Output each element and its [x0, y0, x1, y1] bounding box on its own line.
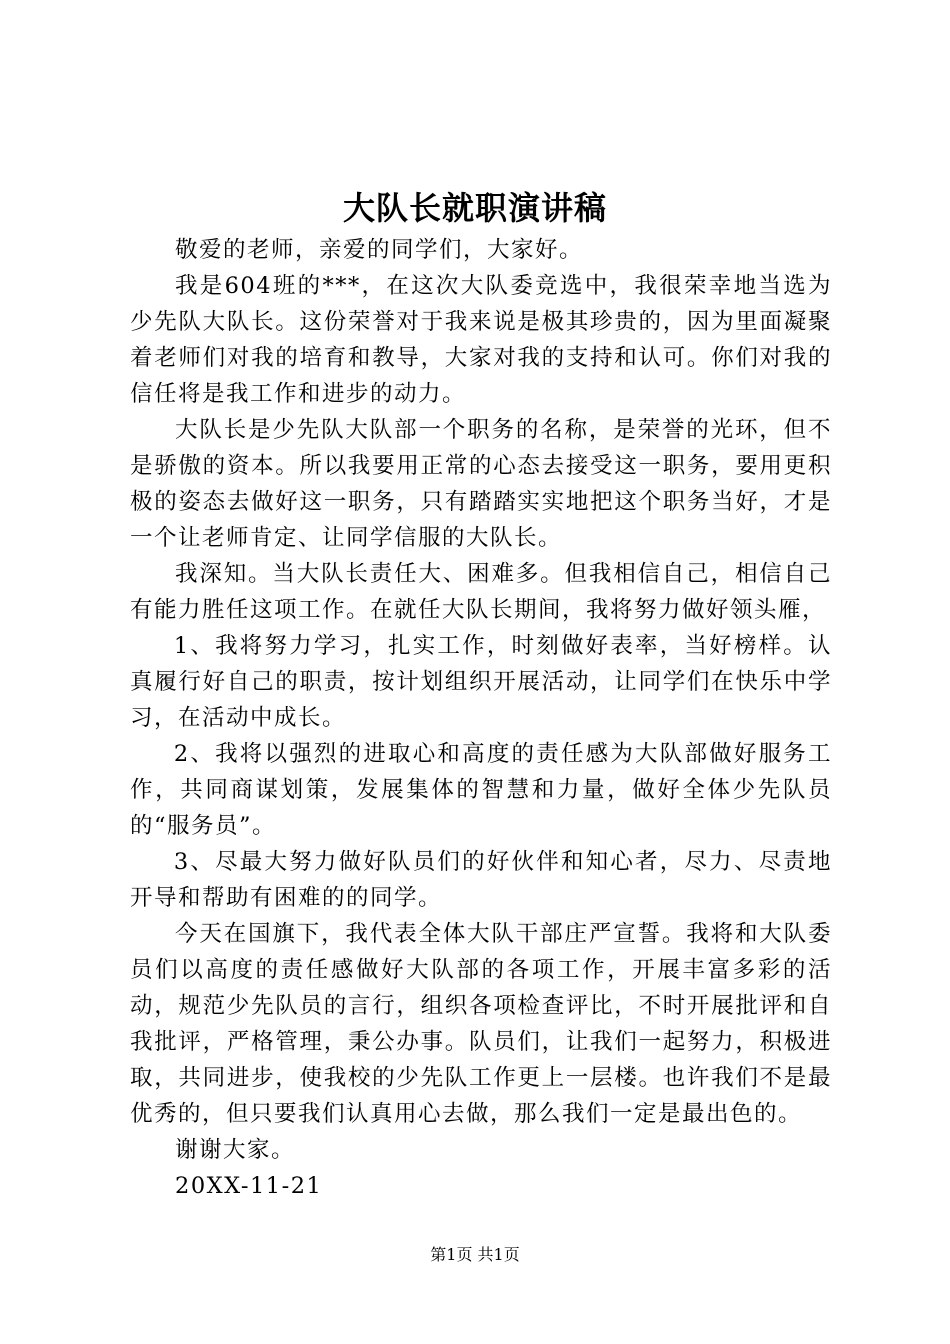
pledge-item-2: 2、我将以强烈的进取心和高度的责任感为大队部做好服务工作，共同商谋划策，发展集体的智慧和力量，做好全体少先队员的“服务员”。 — [130, 741, 832, 839]
intro-paragraph: 我是604班的***，在这次大队委竞选中，我很荣幸地当选为少先队大队长。这份荣誉对于我来说是极其珍贵的，因为里面凝聚着老师们对我的培育和教导，大家对我的支持和认可。你们对我的信任将是我工作和进步的动力。 — [130, 273, 832, 407]
role-paragraph: 大队长是少先队大队部一个职务的名称，是荣誉的光环，但不是骄傲的资本。所以我要用正常的心态去接受这一职务，要用更积极的姿态去做好这一职务，只有踏踏实实地把这个职务当好，才是一个让老师肯定、让同学信服的大队长。 — [130, 417, 832, 551]
document-body — [130, 232, 832, 1204]
pledge-item-1: 1、我将努力学习，扎实工作，时刻做好表率，当好榜样。认真履行好自己的职责，按计划组织开展活动，让同学们在快乐中学习，在活动中成长。 — [130, 633, 832, 731]
page-footer: 第1页 共1页 — [430, 1245, 520, 1264]
oath-paragraph: 今天在国旗下，我代表全体大队干部庄严宣誓。我将和大队委员们以高度的责任感做好大队部的各项工作，开展丰富多彩的活动，规范少先队员的言行，组织各项检查评比，不时开展批评和自我批评，严格管理，秉公办事。队员们，让我们一起努力，积极进取，共同进步，使我校的少先队工作更上一层楼。也许我们不是最优秀的，但只要我们认真用心去做，那么我们一定是最出色的。 — [130, 921, 832, 1127]
commitment-paragraph: 我深知。当大队长责任大、困难多。但我相信自己，相信自己有能力胜任这项工作。在就任大队长期间，我将努力做好领头雁， — [130, 561, 832, 623]
greeting-paragraph: 敬爱的老师，亲爱的同学们，大家好。 — [175, 237, 584, 263]
date-paragraph: 20XX-11-21 — [175, 1173, 323, 1199]
document-title: 大队长就职演讲稿 — [342, 189, 607, 227]
thanks-paragraph: 谢谢大家。 — [175, 1137, 296, 1163]
pledge-item-3: 3、尽最大努力做好队员们的好伙伴和知心者，尽力、尽责地开导和帮助有困难的的同学。 — [130, 849, 832, 911]
